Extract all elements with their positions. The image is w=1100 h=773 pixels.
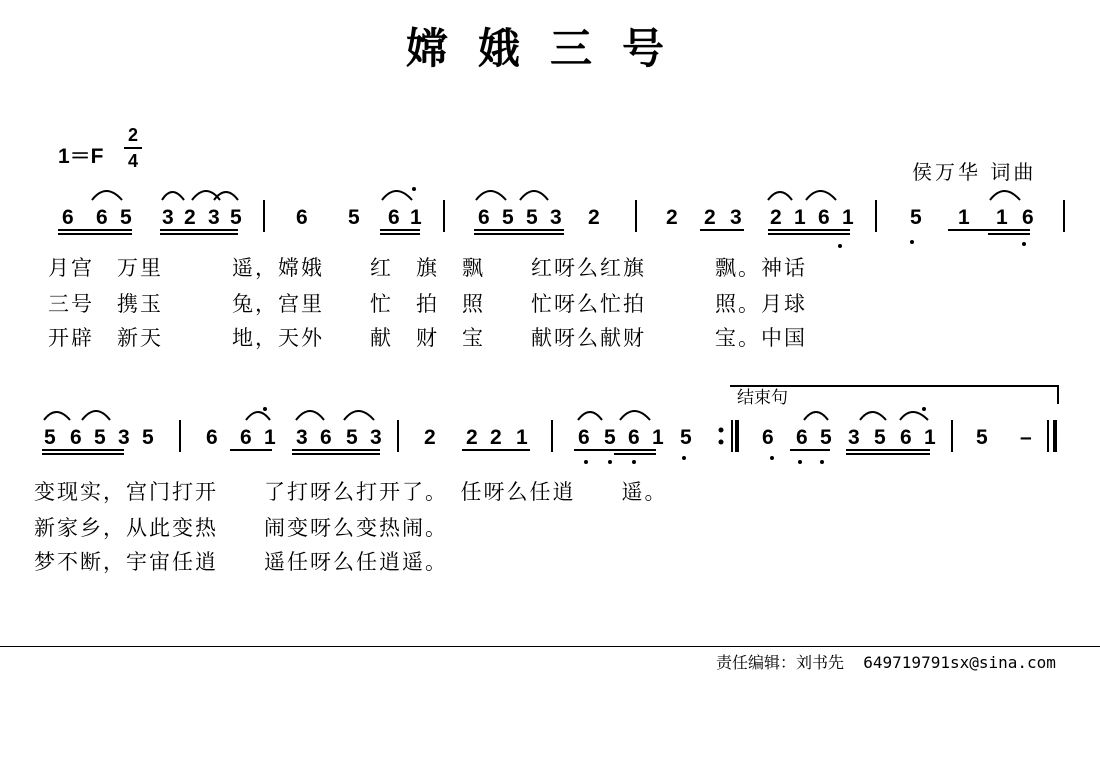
time-signature-bottom: 4	[127, 151, 138, 171]
beam	[42, 450, 124, 454]
note-digit: 6	[900, 426, 912, 449]
notation-row-1	[0, 180, 1100, 250]
beam	[58, 230, 132, 234]
slur	[382, 191, 412, 200]
credit-line: 侯万华 词曲	[912, 160, 1037, 184]
note-digit: 6	[62, 206, 74, 229]
time-signature-top: 2	[127, 125, 138, 145]
octave-dot	[682, 456, 686, 460]
footer-editor: 责任编辑：刘书先 649719791sx@sina.com	[716, 653, 1056, 672]
note-digit: 6	[796, 426, 808, 449]
note-digit: 2	[704, 206, 716, 229]
note-digit: 1	[410, 206, 422, 229]
note-digit: 6	[762, 426, 774, 449]
slur	[804, 412, 928, 420]
beam	[790, 450, 930, 454]
note-digit: 5	[120, 206, 132, 229]
note-digit: 6	[818, 206, 830, 229]
note-digit: 6	[320, 426, 332, 449]
octave-dot	[770, 456, 774, 460]
note-digit: –	[1020, 426, 1032, 449]
note-digit: 6	[206, 426, 218, 449]
note-digit: 3	[730, 206, 742, 229]
note-digit: 2	[490, 426, 502, 449]
note-digit: 1	[996, 206, 1008, 229]
slur	[162, 191, 238, 200]
note-digit: 5	[230, 206, 242, 229]
note-digit: 3	[550, 206, 562, 229]
slur	[578, 411, 650, 420]
note-digit: 2	[770, 206, 782, 229]
notation-row-2-notes	[44, 426, 1032, 449]
octave-dot	[922, 407, 926, 411]
note-digit: 6	[96, 206, 108, 229]
note-digit: 6	[70, 426, 82, 449]
note-digit: 3	[162, 206, 174, 229]
octave-dot	[632, 460, 636, 464]
lyric-row-1-verse-2: 三号 携玉 兔，宫里 忙 拍 照 忙呀么忙拍 照。月球	[48, 292, 807, 316]
note-digit: 5	[680, 426, 692, 449]
note-digit: 6	[240, 426, 252, 449]
octave-dot	[910, 240, 914, 244]
note-digit: 6	[388, 206, 400, 229]
slur	[44, 411, 110, 420]
notation-row-1-notes	[62, 206, 1034, 229]
note-digit: 1	[958, 206, 970, 229]
beam	[574, 450, 656, 454]
slur	[476, 191, 548, 200]
octave-dot	[820, 460, 824, 464]
footer-divider	[0, 646, 1100, 647]
repeat-dot	[719, 428, 724, 433]
octave-dot	[838, 244, 842, 248]
lyric-row-2-verse-3: 梦不断，宇宙任逍 遥任呀么任逍遥。	[34, 550, 448, 574]
note-digit: 2	[184, 206, 196, 229]
note-digit: 2	[424, 426, 436, 449]
beam	[380, 230, 420, 234]
note-digit: 2	[466, 426, 478, 449]
note-digit: 2	[666, 206, 678, 229]
song-title: 嫦娥三号	[405, 24, 694, 73]
note-digit: 5	[874, 426, 886, 449]
lyric-row-2-verse-1: 变现实，宫门打开 了打呀么打开了。 任呀么任逍 遥。	[34, 480, 668, 504]
lyric-row-1-verse-1: 月宫 万里 遥，嫦娥 红 旗 飘 红呀么红旗 飘。神话	[48, 256, 807, 280]
lyric-row-2-verse-2: 新家乡，从此变热 闹变呀么变热闹。	[34, 516, 448, 540]
repeat-dot	[719, 440, 724, 445]
note-digit: 3	[208, 206, 220, 229]
note-digit: 3	[296, 426, 308, 449]
note-digit: 5	[820, 426, 832, 449]
note-digit: 6	[1022, 206, 1034, 229]
octave-dot	[608, 460, 612, 464]
octave-dot	[584, 460, 588, 464]
note-digit: 5	[502, 206, 514, 229]
slur	[768, 191, 836, 200]
note-digit: 5	[910, 206, 922, 229]
beam	[160, 230, 238, 234]
octave-dot	[263, 407, 267, 411]
slur	[990, 191, 1020, 200]
note-digit: 3	[848, 426, 860, 449]
slur	[246, 411, 374, 420]
note-digit: 5	[346, 426, 358, 449]
note-digit: 5	[976, 426, 988, 449]
lyric-row-1-verse-3: 开辟 新天 地，天外 献 财 宝 献呀么献财 宝。中国	[48, 326, 807, 350]
note-digit: 6	[578, 426, 590, 449]
beam	[230, 450, 380, 454]
ending-label: 结束句	[737, 388, 788, 408]
note-digit: 2	[588, 206, 600, 229]
note-digit: 1	[924, 426, 936, 449]
beam	[474, 230, 564, 234]
note-digit: 5	[142, 426, 154, 449]
time-signature	[122, 124, 144, 172]
note-digit: 5	[604, 426, 616, 449]
note-digit: 3	[118, 426, 130, 449]
note-digit: 3	[370, 426, 382, 449]
note-digit: 6	[478, 206, 490, 229]
note-digit: 1	[842, 206, 854, 229]
note-digit: 1	[516, 426, 528, 449]
key-signature: 1＝F	[58, 145, 104, 168]
octave-dot	[1022, 242, 1026, 246]
note-digit: 6	[628, 426, 640, 449]
note-digit: 1	[652, 426, 664, 449]
note-digit: 1	[264, 426, 276, 449]
note-digit: 6	[296, 206, 308, 229]
note-digit: 5	[44, 426, 56, 449]
note-digit: 5	[348, 206, 360, 229]
octave-dot	[412, 187, 416, 191]
slur	[92, 191, 122, 200]
note-digit: 5	[94, 426, 106, 449]
note-digit: 5	[526, 206, 538, 229]
beam	[700, 230, 850, 234]
notation-row-2	[0, 380, 1100, 470]
octave-dot	[798, 460, 802, 464]
time-signature-divider	[124, 147, 142, 149]
note-digit: 1	[794, 206, 806, 229]
beam	[948, 230, 1030, 234]
